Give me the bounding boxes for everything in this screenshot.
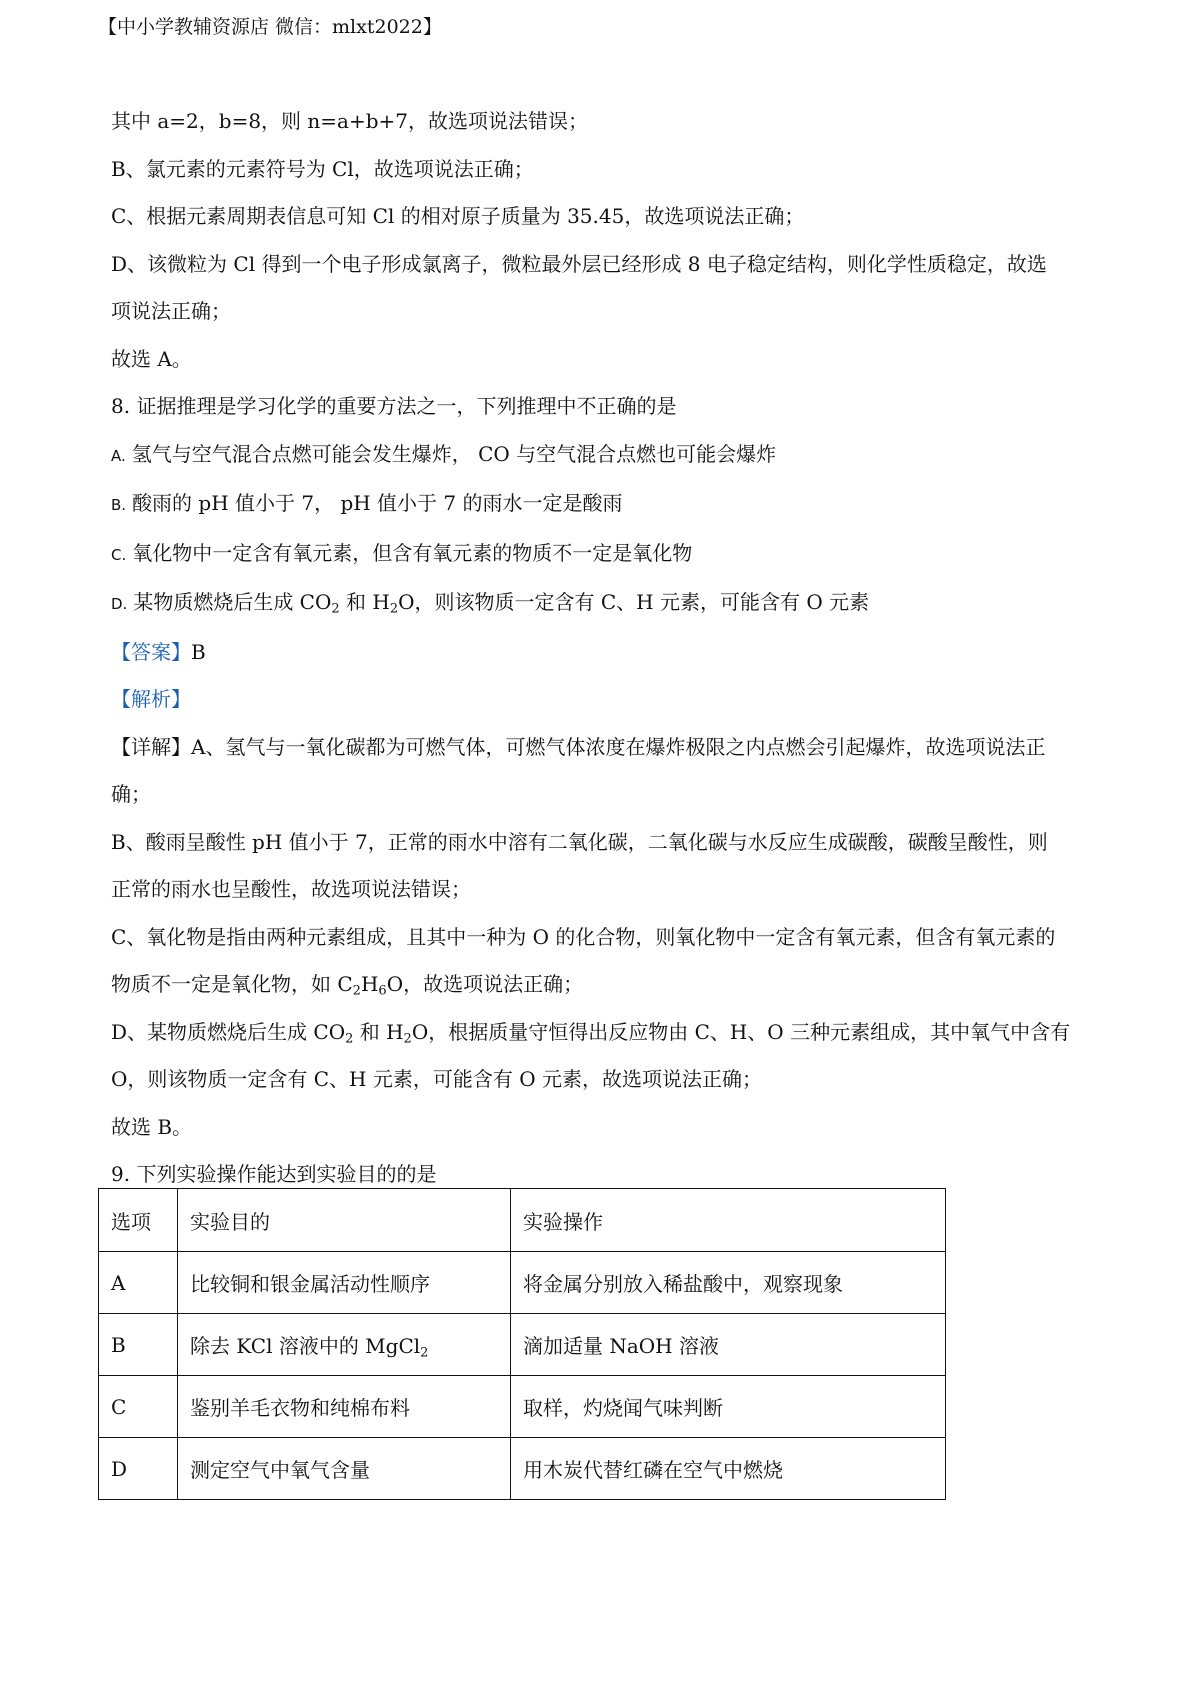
table-row (99, 1376, 946, 1438)
analysis-tag: 【解析】 (111, 687, 191, 711)
page-content (111, 98, 1111, 1199)
table-cell-option: A (99, 1252, 178, 1314)
q8-option-d (111, 579, 1111, 629)
table-row (99, 1252, 946, 1314)
q8-answer (111, 629, 1111, 677)
subscript: 2 (420, 1345, 429, 1361)
table-row (99, 1438, 946, 1500)
table-cell-operation: 滴加适量 NaOH 溶液 (511, 1314, 946, 1376)
q8-conclusion: 故选 B。 (111, 1114, 193, 1139)
subscript: 2 (331, 601, 340, 617)
q8-detail-line: 确； (111, 782, 151, 806)
option-text: O，则该物质一定含有 C、H 元素，可能含有 O 元素 (398, 590, 870, 614)
q8-option-b (111, 480, 1111, 530)
q8-option-c (111, 530, 1111, 580)
answer-tag: 【答案】 (111, 639, 191, 664)
q8-stem: 8. 证据推理是学习化学的重要方法之一，下列推理中不正确的是 (111, 394, 677, 418)
q8-detail-line: B、酸雨呈酸性 pH 值小于 7，正常的雨水中溶有二氧化碳，二氧化碳与水反应生成碳酸，碳酸呈酸性，则 (111, 829, 1048, 854)
detail-text: O，故选项说法正确； (386, 972, 584, 996)
table-cell-option: D (99, 1438, 178, 1500)
q8-detail-line (111, 961, 1111, 1009)
q8-detail-line: C、氧化物是指由两种元素组成，且其中一种为 O 的化合物，则氧化物中一定含有氧元素，但含有氧元素的 (111, 924, 1056, 949)
experiment-table (98, 1188, 946, 1500)
table-header-cell: 实验操作 (511, 1189, 946, 1252)
q7-analysis-line: B、氯元素的元素符号为 Cl，故选项说法正确； (111, 156, 534, 181)
table-cell-purpose: 鉴别羊毛衣物和纯棉布料 (178, 1376, 511, 1438)
answer-value: B (191, 639, 206, 664)
table-cell-operation: 用木炭代替红磷在空气中燃烧 (511, 1438, 946, 1500)
option-text: 和 H (339, 590, 390, 614)
option-letter: A. (111, 446, 126, 465)
detail-text: 物质不一定是氧化物，如 C (111, 972, 353, 996)
q8-detail-line: 正常的雨水也呈酸性，故选项说法错误； (111, 877, 471, 901)
subscript: 2 (345, 1030, 354, 1046)
table-cell-option: C (99, 1376, 178, 1438)
subscript: 2 (352, 983, 361, 999)
option-letter: D. (111, 595, 128, 613)
q8-option-a (111, 431, 1111, 481)
table-cell-operation: 取样，灼烧闻气味判断 (511, 1376, 946, 1438)
q7-analysis-line: 项说法正确； (111, 299, 231, 323)
option-text: 氢气与空气混合点燃可能会发生爆炸， CO 与空气混合点燃也可能会爆炸 (131, 441, 777, 466)
option-text: 酸雨的 pH 值小于 7， pH 值小于 7 的雨水一定是酸雨 (132, 491, 623, 515)
subscript: 6 (378, 983, 387, 999)
q7-analysis-line: 其中 a=2，b=8，则 n=a+b+7，故选项说法错误； (111, 109, 589, 133)
table-header-row (99, 1189, 946, 1252)
detail-text: D、某物质燃烧后生成 CO (111, 1019, 346, 1044)
detail-text: H (360, 972, 379, 996)
source-watermark: 【中小学教辅资源店 微信：mlxt2022】 (98, 16, 442, 38)
subscript: 2 (403, 1030, 412, 1046)
table-cell-operation: 将金属分别放入稀盐酸中，观察现象 (511, 1252, 946, 1314)
option-letter: B. (111, 496, 127, 514)
q7-analysis-line: D、该微粒为 Cl 得到一个电子形成氯离子，微粒最外层已经形成 8 电子稳定结构，则化学性质稳定，故选 (111, 251, 1047, 276)
q8-detail-line: O，则该物质一定含有 C、H 元素，可能含有 O 元素，故选项说法正确； (111, 1067, 762, 1091)
table-header-cell: 选项 (99, 1189, 178, 1252)
q8-detail-line: 【详解】A、氢气与一氧化碳都为可燃气体，可燃气体浓度在爆炸极限之内点燃会引起爆炸，故选项说法正 (111, 734, 1046, 759)
table-row (99, 1314, 946, 1376)
purpose-text: 除去 KCl 溶液中的 MgCl (190, 1334, 421, 1358)
table-cell-purpose: 比较铜和银金属活动性顺序 (178, 1252, 511, 1314)
q8-detail-line (111, 1009, 1111, 1057)
q9-stem: 9. 下列实验操作能达到实验目的的是 (111, 1162, 437, 1186)
option-text: 某物质燃烧后生成 CO (133, 590, 332, 614)
detail-text: 和 H (353, 1019, 404, 1044)
option-text: 氧化物中一定含有氧元素，但含有氧元素的物质不一定是氧化物 (132, 540, 693, 565)
subscript: 2 (389, 601, 399, 617)
table-header-cell: 实验目的 (178, 1189, 511, 1252)
table-cell-purpose (178, 1314, 511, 1376)
q7-conclusion: 故选 A。 (111, 346, 192, 371)
option-letter: C. (111, 545, 127, 564)
table-cell-option: B (99, 1314, 178, 1376)
table-cell-purpose: 测定空气中氧气含量 (178, 1438, 511, 1500)
detail-text: O，根据质量守恒得出反应物由 C、H、O 三种元素组成，其中氧气中含有 (411, 1019, 1071, 1044)
q7-analysis-line: C、根据元素周期表信息可知 Cl 的相对原子质量为 35.45，故选项说法正确； (111, 204, 805, 228)
